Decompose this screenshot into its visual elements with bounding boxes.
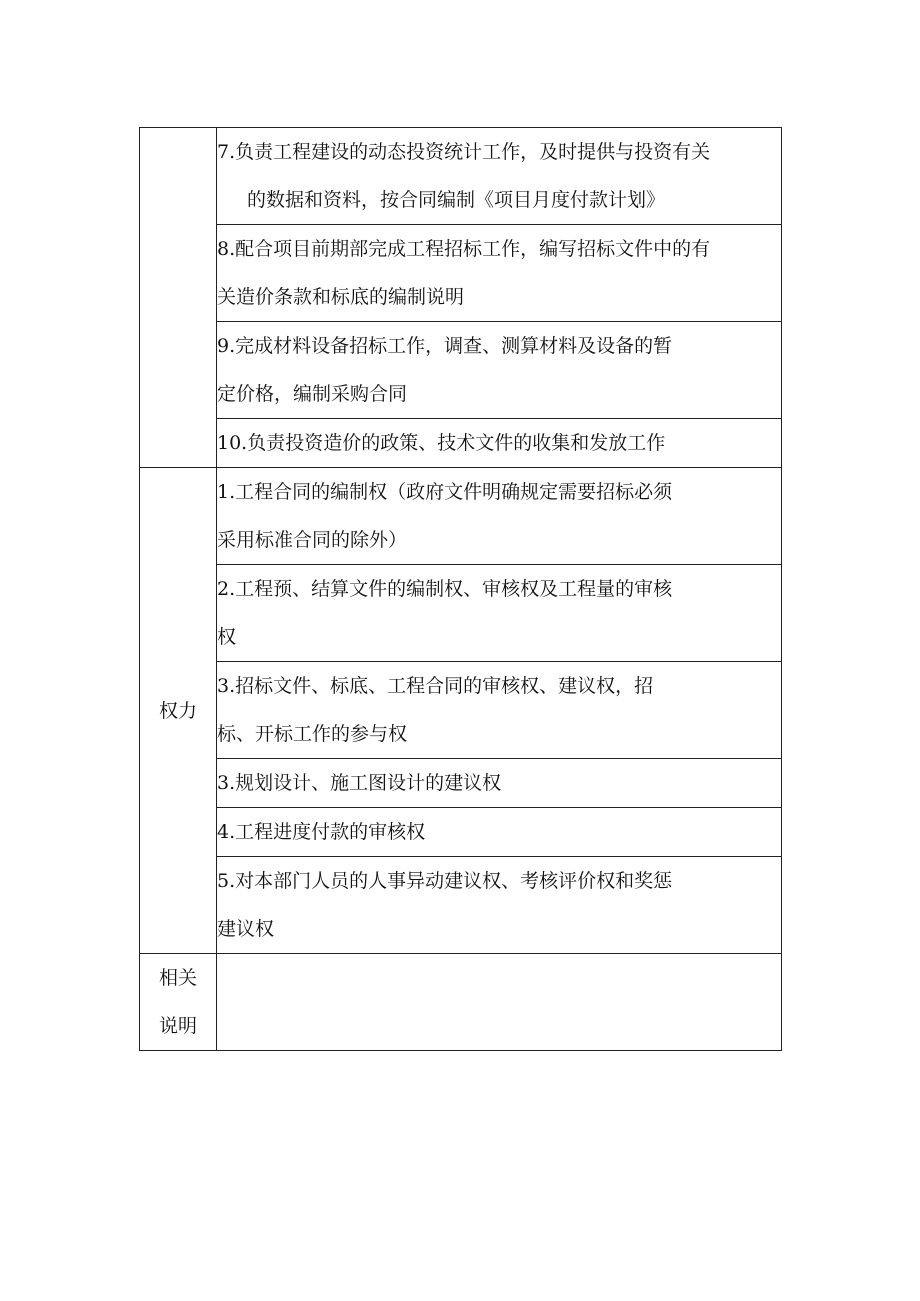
powers-label: 权力 [140,468,217,954]
power-item-2-line-2: 权 [217,626,237,648]
power-item-6-line-2: 建议权 [217,918,275,940]
duty-item-8 [217,225,782,322]
power-item-5 [217,808,782,857]
duty-item-9-line-1: 9.完成材料设备招标工作，调查、测算材料及设备的暂 [217,335,673,357]
duty-item-7-line-2: 的数据和资料，按合同编制《项目月度付款计划》 [247,189,666,211]
table-row [140,468,782,565]
power-item-1 [217,468,782,565]
power-item-3 [217,662,782,759]
power-item-2 [217,565,782,662]
power-item-1-line-2: 采用标准合同的除外） [217,529,408,551]
duties-label-cell [140,128,217,468]
table-row [140,128,782,225]
power-item-3-line-2: 标、开标工作的参与权 [217,723,408,745]
power-item-6-line-1: 5.对本部门人员的人事异动建议权、考核评价权和奖惩 [217,870,673,892]
power-item-4 [217,759,782,808]
notes-content [217,954,782,1051]
duty-item-10 [217,419,782,468]
table-row [140,808,782,857]
duty-item-9 [217,322,782,419]
duty-item-9-line-2: 定价格，编制采购合同 [217,383,408,405]
notes-label-cell [140,954,217,1051]
table-row [140,759,782,808]
table-row [140,954,782,1051]
duty-item-8-line-1: 8.配合项目前期部完成工程招标工作，编写招标文件中的有 [217,238,711,260]
table-row [140,225,782,322]
duty-item-7-line-1: 7.负责工程建设的动态投资统计工作，及时提供与投资有关 [217,141,711,163]
power-item-4-line-1: 3.规划设计、施工图设计的建议权 [217,772,502,794]
notes-label-line-1: 相关 [158,967,197,989]
table-row [140,565,782,662]
power-item-6 [217,857,782,954]
duty-item-8-line-2: 关造价条款和标底的编制说明 [217,286,465,308]
responsibilities-table [139,127,782,1051]
table-row [140,419,782,468]
power-item-3-line-1: 3.招标文件、标底、工程合同的审核权、建议权，招 [217,675,654,697]
table-row [140,322,782,419]
notes-label-line-2: 说明 [158,1015,197,1037]
duty-item-10-line-1: 10.负责投资造价的政策、技术文件的收集和发放工作 [217,432,666,454]
power-item-2-line-1: 2.工程预、结算文件的编制权、审核权及工程量的审核 [217,578,673,600]
table-row [140,857,782,954]
duty-item-7 [217,128,782,225]
table-row [140,662,782,759]
power-item-1-line-1: 1.工程合同的编制权（政府文件明确规定需要招标必须 [217,481,673,503]
power-item-5-line-1: 4.工程进度付款的审核权 [217,821,426,843]
